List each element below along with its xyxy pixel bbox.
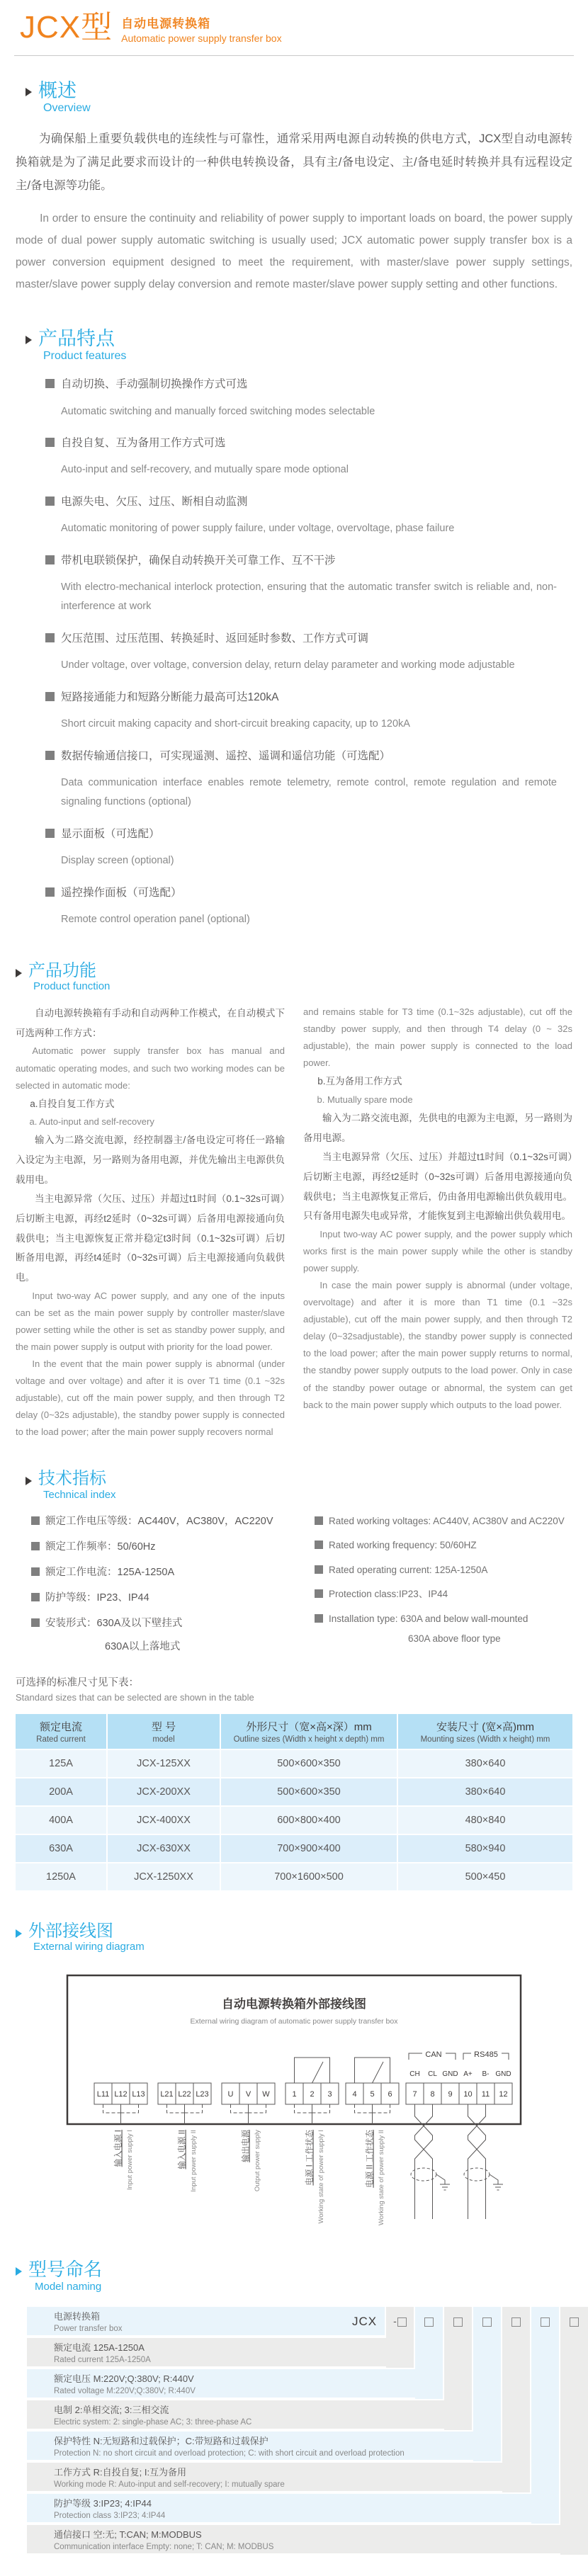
svg-text:GND: GND <box>495 2070 511 2079</box>
table-row: 400A JCX-400XX 600×800×400 480×840 <box>15 1806 573 1834</box>
section-function <box>14 961 574 1441</box>
naming-column: - <box>386 2307 414 2368</box>
function-paragraph: Input two-way AC power supply, and the power supply which works first is the main power supply while the other is standby power supply. <box>303 1229 572 1274</box>
product-title-en: Automatic power supply transfer box <box>121 33 282 44</box>
section-features-header <box>26 328 574 350</box>
square-bullet-icon <box>31 1542 40 1550</box>
svg-text:电源 II 工作状态: 电源 II 工作状态 <box>366 2130 375 2189</box>
technical-item: Rated operating current: 125A-1250A <box>315 1563 570 1577</box>
square-bullet-icon <box>45 379 55 388</box>
section-title-en: Product function <box>33 980 111 993</box>
naming-column <box>444 2307 472 2430</box>
triangle-icon <box>26 336 32 344</box>
section-title-en: External wiring diagram <box>33 1941 145 1953</box>
code-box <box>424 2317 434 2327</box>
function-paragraph: b. Mutually spare mode <box>317 1094 413 1105</box>
section-title-en: Product features <box>43 350 127 363</box>
svg-text:10: 10 <box>463 2090 473 2099</box>
naming-row: 保护特性 N:无短路和过载保护；C:带短路和过载保护 Protection N: no short circuit and overload protection; C: with short circuit and overload protection <box>27 2432 501 2461</box>
function-paragraph: Input two-way AC power supply, and any one of the inputs can be set as the main power supply by controller master/slave power setting while the other is set as standby power supply, and the main power supply is output with priority for the load power. <box>16 1290 285 1352</box>
technical-item: 额定工作频率：50/60Hz <box>31 1540 315 1555</box>
feature-item-en: Data communication interface enables remote telemetry, remote control, remote regulation and remote signaling functions (optional) <box>61 776 557 808</box>
code-box <box>482 2317 492 2327</box>
column-header: 型 号 model <box>107 1713 220 1749</box>
section-title-zh: 外部接线图 <box>28 1921 113 1941</box>
function-paragraph: 输入为二路交流电源，先供电的电源为主电源，另一路则为备用电源。 <box>303 1113 572 1143</box>
technical-item: 防护等级：IP23、IP44 <box>31 1591 315 1606</box>
square-bullet-icon <box>45 887 55 897</box>
technical-item: Rated working voltages: AC440V, AC380V and AC220V <box>315 1514 570 1528</box>
triangle-icon <box>26 88 32 96</box>
svg-text:U: U <box>227 2090 234 2099</box>
feature-item-en: With electro-mechanical interlock protection, ensuring that the automatic transfer switch is reliable and, non-interference at work <box>61 581 557 613</box>
overview-paragraph-en: In order to ensure the continuity and reliability of power supply to important loads on board, the power supply mode of dual power supply automatic switching is usually used; JCX automatic power supply transfer box is a power conversion equipment designed to meet the requirement, with master/slave power supply settings, master/slave power supply delay conversion and remote master/slave power supply setting and other functions. <box>16 212 572 291</box>
technical-item: Installation type: 630A and below wall-mounted <box>315 1612 570 1626</box>
feature-item-en: Remote control operation panel (optional) <box>61 914 250 925</box>
naming-column <box>502 2307 530 2492</box>
column-header: 外形尺寸（宽×高×深）mm Outline sizes (Width x height x depth) mm <box>220 1713 397 1749</box>
feature-item: 数据传输通信接口，可实现遥测、遥控、遥调和遥信功能（可选配） <box>45 748 574 764</box>
technical-item: 额定工作电流：125A-1250A <box>31 1565 315 1580</box>
model-naming-chart <box>27 2307 588 2558</box>
code-box <box>397 2317 407 2327</box>
feature-item-en: Under voltage, over voltage, conversion delay, return delay parameter and working mode adjustable <box>61 659 515 671</box>
table-row: 1250A JCX-1250XX 700×1600×500 500×450 <box>15 1863 573 1891</box>
square-bullet-icon <box>45 751 55 760</box>
square-bullet-icon <box>31 1567 40 1576</box>
function-paragraph: a.自投自复工作方式 <box>30 1098 115 1109</box>
naming-row: 防护等级 3:IP23; 4:IP44 Protection class 3:IP23; 4:IP44 <box>27 2494 559 2524</box>
naming-row: 额定电压 M:220V;Q:380V; R:440V Rated voltage M:220V;Q:380V; R:440V <box>27 2369 443 2399</box>
triangle-icon <box>26 1477 32 1485</box>
technical-left <box>31 1504 315 1653</box>
table-row: 125A JCX-125XX 500×600×350 380×640 <box>15 1749 573 1778</box>
section-sizes <box>14 1674 574 1892</box>
naming-row: 通信接口 空:无; T:CAN; M:MODBUS Communication interface Empty: none; T: CAN; M: MODBUS <box>27 2525 588 2555</box>
feature-item: 带机电联锁保护，确保自动转换开关可靠工作、互不干涉 <box>45 552 574 569</box>
table-row: 200A JCX-200XX 500×600×350 380×640 <box>15 1778 573 1806</box>
section-title-en: Overview <box>43 102 91 115</box>
svg-text:5: 5 <box>370 2090 375 2099</box>
svg-text:L23: L23 <box>196 2090 209 2099</box>
triangle-icon <box>16 969 22 977</box>
svg-text:Working state of power supply: Working state of power supply I <box>317 2130 325 2224</box>
square-bullet-icon <box>45 633 55 642</box>
function-paragraph: Automatic power supply transfer box has manual and automatic operating modes, and such two working modes can be selected in automatic mode: <box>16 1045 285 1091</box>
svg-text:L11: L11 <box>96 2090 110 2099</box>
svg-text:6: 6 <box>388 2090 392 2099</box>
function-columns <box>16 1004 572 1441</box>
function-paragraph: 输入为二路交流电源，经控制器主/备电设定可将任一路输入设定为主电源，另一路则为备用电源，并优先输出主电源供负载用电。 <box>16 1135 285 1185</box>
code-box <box>511 2317 521 2327</box>
wiring-title-en: External wiring diagram of automatic power supply transfer box <box>190 2017 398 2026</box>
svg-text:GND: GND <box>442 2070 458 2079</box>
features-list <box>45 376 574 929</box>
feature-item-en: Automatic monitoring of power supply failure, under voltage, overvoltage, phase failure <box>61 523 455 535</box>
section-function-header <box>16 961 574 981</box>
section-title-zh: 型号命名 <box>28 2259 103 2281</box>
section-title-zh: 产品功能 <box>28 960 96 980</box>
svg-text:输入电源 I: 输入电源 I <box>114 2130 123 2167</box>
section-naming-header <box>16 2259 574 2281</box>
square-bullet-icon <box>45 555 55 564</box>
technical-columns <box>31 1504 574 1653</box>
svg-text:L12: L12 <box>114 2090 128 2099</box>
svg-text:B-: B- <box>482 2070 490 2079</box>
section-title-zh: 产品特点 <box>38 328 115 350</box>
section-technical <box>14 1469 574 1653</box>
feature-item: 遥控操作面板（可选配） <box>45 885 574 901</box>
section-overview <box>14 80 574 295</box>
model-prefix: JCX <box>352 2315 378 2329</box>
triangle-icon <box>16 1929 22 1938</box>
function-paragraph: In the event that the main power supply is abnormal (under voltage and over voltage) and after it is over T1 time (0.1 ~32s adjustable), cut off the main power supply, and then through T2 delay (0~32s adjustable), the standby power supply is connected to the load power; after the main power supply recovers normal <box>16 1358 285 1438</box>
overview-paragraph-zh: 为确保船上重要负载供电的连续性与可靠性，通常采用两电源自动转换的供电方式，JCX型自动电源转换箱就是为了满足此要求而设计的一种供电转换设备，具有主/备电设定、主/备电延时转换并具有远程设定主/备电源等功能。 <box>16 132 572 193</box>
page-header <box>14 7 574 56</box>
wiring-diagram-svg <box>46 1971 542 2249</box>
svg-text:CL: CL <box>428 2070 437 2079</box>
square-bullet-icon <box>315 1589 323 1598</box>
section-wiring <box>14 1922 574 2253</box>
svg-text:L13: L13 <box>132 2090 145 2099</box>
column-header: 安装尺寸 (宽×高)mm Mounting sizes (Width x height) mm <box>397 1713 573 1749</box>
technical-item: 额定工作电压等级：AC440V，AC380V，AC220V <box>31 1514 315 1529</box>
svg-text:L22: L22 <box>178 2090 191 2099</box>
feature-item: 短路接通能力和短路分断能力最高可达120kA <box>45 689 574 705</box>
sizes-table <box>14 1713 574 1892</box>
naming-row: 工作方式 R:自投自复; I:互为备用 Working mode R: Auto-input and self-recovery; I: mutually spare <box>27 2463 530 2492</box>
feature-item: 显示面板（可选配） <box>45 826 574 842</box>
square-bullet-icon <box>315 1614 323 1623</box>
table-intro-en: Standard sizes that can be selected are shown in the table <box>16 1691 254 1703</box>
wiring-title-zh: 自动电源转换箱外部接线图 <box>222 1997 366 2012</box>
rs485-label: RS485 <box>474 2050 498 2060</box>
naming-column <box>473 2307 501 2461</box>
svg-text:Input power supply I: Input power supply I <box>126 2130 134 2191</box>
code-box <box>570 2317 579 2327</box>
technical-subitem: 630A以上落地式 <box>105 1640 181 1652</box>
square-bullet-icon <box>45 692 55 701</box>
section-overview-header <box>26 80 574 102</box>
product-model-title: JCX型 <box>20 10 113 45</box>
section-title-en: Model naming <box>35 2281 102 2293</box>
function-paragraph: In case the main power supply is abnormal (under voltage, overvoltage) and after it is more than T1 time (0.1 ~32s adjustable), cut off the main power supply, and then through T2 delay (0~32sadjustable), the standby power supply is connected to the load power; after the main power supply returns to normal, the standby power supply outputs to the load power. Only in case of the standby power outage or abnormal, the system can get back to the main power supply which outputs to the load power. <box>303 1280 572 1410</box>
naming-column <box>531 2307 559 2524</box>
naming-column <box>560 2307 588 2555</box>
technical-subitem: 630A above floor type <box>408 1633 501 1644</box>
section-wiring-header <box>16 1922 574 1941</box>
function-paragraph: 自动电源转换箱有手动和自动两种工作模式，在自动模式下可选两种工作方式： <box>16 1008 285 1038</box>
naming-row: 电制 2:单相交流; 3:三相交流 Electric system: 2: single-phase AC; 3: three-phase AC <box>27 2400 472 2430</box>
function-paragraph: 当主电源异常（欠压、过压）并超过t1时间（0.1~32s可调）后切断主电源，再经t2延时（0~32s可调）后备用电源接通向负载供电；当主电源恢复正常并稳定t3时间（0.1~32s可调）后切断备用电源，再经t4延时（0~32s可调）后主电源接通向负载供电。 <box>16 1193 285 1283</box>
square-bullet-icon <box>315 1565 323 1574</box>
section-title-en: Technical index <box>43 1488 116 1501</box>
naming-row: 额定电流 125A-1250A Rated current 125A-1250A <box>27 2338 414 2368</box>
svg-text:Input power supply II: Input power supply II <box>190 2130 198 2193</box>
square-bullet-icon <box>45 438 55 447</box>
function-paragraph: 当主电源异常（欠压、过压）并超过t1时间（0.1~32s可调）后切断主电源，再经t2延时（0~32s可调）后备用电源接通向负载供电；当主电源恢复正常后，仍由备用电源输出供负载用电。只有备用电源失电或异常，才能恢复到主电源输出供负载用电。 <box>303 1152 572 1222</box>
section-naming <box>14 2259 574 2558</box>
function-paragraph: b.互为备用工作方式 <box>317 1076 402 1087</box>
svg-text:CH: CH <box>409 2070 420 2079</box>
svg-text:11: 11 <box>481 2090 490 2099</box>
square-bullet-icon <box>315 1541 323 1549</box>
feature-item-en: Display screen (optional) <box>61 855 174 867</box>
feature-item-en: Short circuit making capacity and short-circuit breaking capacity, up to 120kA <box>61 718 410 730</box>
section-technical-header <box>26 1469 574 1489</box>
code-box <box>541 2317 550 2327</box>
triangle-icon <box>16 2267 22 2276</box>
technical-item: 安装形式：630A及以下壁挂式 <box>31 1616 315 1631</box>
svg-text:输入电源 II: 输入电源 II <box>178 2130 187 2169</box>
section-title-zh: 技术指标 <box>38 1469 106 1489</box>
svg-text:L21: L21 <box>160 2090 174 2099</box>
feature-item-en: Automatic switching and manually forced switching modes selectable <box>61 405 375 417</box>
svg-text:1: 1 <box>292 2090 297 2099</box>
svg-text:W: W <box>262 2090 270 2099</box>
svg-text:7: 7 <box>412 2090 417 2099</box>
technical-right <box>315 1504 570 1653</box>
feature-item: 自动切换、手动强制切换操作方式可选 <box>45 376 574 392</box>
svg-text:2: 2 <box>310 2090 315 2099</box>
square-bullet-icon <box>31 1516 40 1525</box>
wiring-group-labels <box>113 2130 386 2225</box>
product-title-block <box>121 13 281 44</box>
section-title-zh: 概述 <box>38 80 77 102</box>
function-paragraph: a. Auto-input and self-recovery <box>29 1116 154 1128</box>
svg-text:3: 3 <box>327 2090 332 2099</box>
feature-item: 欠压范围、过压范围、转换延时、返回延时参数、工作方式可调 <box>45 630 574 647</box>
svg-text:8: 8 <box>430 2090 435 2099</box>
svg-text:Working state of power supply: Working state of power supply II <box>378 2130 385 2226</box>
svg-text:V: V <box>245 2090 251 2099</box>
table-row: 630A JCX-630XX 700×900×400 580×940 <box>15 1834 573 1863</box>
naming-row: 电源转换箱 Power transfer box <box>27 2307 385 2337</box>
square-bullet-icon <box>45 829 55 838</box>
feature-item: 自投自复、互为备用工作方式可选 <box>45 435 574 451</box>
svg-text:9: 9 <box>448 2090 453 2099</box>
svg-text:4: 4 <box>352 2090 357 2099</box>
square-bullet-icon <box>31 1593 40 1601</box>
square-bullet-icon <box>31 1618 40 1627</box>
can-label: CAN <box>425 2050 442 2060</box>
naming-column <box>415 2307 443 2399</box>
feature-item: 电源失电、欠压、过压、断相自动监测 <box>45 494 574 510</box>
column-header: 额定电流 Rated current <box>15 1713 107 1749</box>
square-bullet-icon <box>315 1516 323 1525</box>
svg-text:A+: A+ <box>463 2070 473 2079</box>
svg-text:输出电源: 输出电源 <box>242 2130 251 2163</box>
square-bullet-icon <box>45 497 55 506</box>
function-left-column <box>16 1004 285 1441</box>
technical-item: Rated working frequency: 50/60HZ <box>315 1538 570 1553</box>
svg-text:电源 I 工作状态: 电源 I 工作状态 <box>305 2130 315 2186</box>
feature-item-en: Auto-input and self-recovery, and mutually spare mode optional <box>61 464 349 476</box>
svg-text:Output power supply: Output power supply <box>254 2130 261 2192</box>
svg-text:12: 12 <box>499 2090 508 2099</box>
code-box <box>453 2317 463 2327</box>
table-intro-zh: 可选择的标准尺寸见下表： <box>16 1676 139 1689</box>
table-header-row <box>15 1713 573 1749</box>
technical-item: Protection class:IP23、IP44 <box>315 1587 570 1601</box>
section-features <box>14 328 574 929</box>
function-paragraph: and remains stable for T3 time (0.1~32s adjustable), cut off the standby power supply, and then through T4 delay (0 ~ 32s adjustable), the main power supply is connected to the load power. <box>303 1006 572 1069</box>
function-right-column <box>303 1004 572 1441</box>
product-title-zh: 自动电源转换箱 <box>121 17 211 30</box>
wiring-diagram <box>46 1971 574 2252</box>
